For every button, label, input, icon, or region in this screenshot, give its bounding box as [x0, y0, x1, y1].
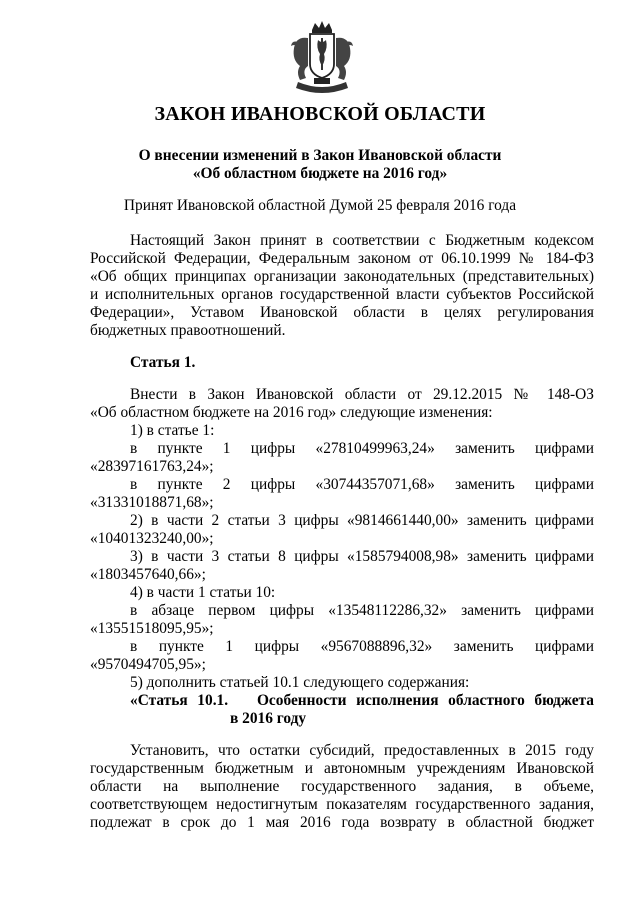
law-subtitle-line-1: О внесении изменений в Закон Ивановской области — [138, 147, 502, 164]
article-1-line: Внести в Закон Ивановской области от 29.12.2015 № 148-ОЗ — [130, 386, 594, 403]
article-10-1-heading-cont: в 2016 году — [230, 710, 307, 727]
article-1-line: «13551518095,95»; — [90, 620, 214, 637]
article-1-line: «31331018871,68»; — [90, 494, 214, 511]
article-1-line: 3) в части 3 статьи 8 цифры «1585794008,98» заменить цифрами — [130, 548, 594, 565]
article-10-1-line: соответствующем недостигнутым показателям государственного задания, — [90, 796, 594, 813]
article-1-line: «9570494705,95»; — [90, 656, 206, 673]
preamble-line: «Об общих принципах организации законодательных (представительных) — [90, 268, 594, 285]
article-1-line: «10401323240,00»; — [90, 530, 214, 547]
article-1-line: в пункте 1 цифры «9567088896,32» заменить цифрами — [130, 638, 594, 655]
preamble-line: Российской Федерации, Федеральным законом от 06.10.1999 № 184-ФЗ — [90, 250, 594, 267]
preamble-line: Федерации», Уставом Ивановской области в целях регулирования — [90, 304, 594, 321]
article-1-line: в пункте 1 цифры «27810499963,24» заменить цифрами — [130, 440, 594, 457]
article-10-1-heading: «Статья 10.1. Особенности исполнения областного бюджета — [130, 692, 594, 709]
article-1-line: «28397161763,24»; — [90, 458, 214, 475]
preamble-line: бюджетных правоотношений. — [90, 322, 286, 339]
article-1-line: 4) в части 1 статьи 10: — [130, 584, 276, 601]
article-1-line: 5) дополнить статьей 10.1 следующего содержания: — [130, 674, 470, 691]
law-title: ЗАКОН ИВАНОВСКОЙ ОБЛАСТИ — [154, 103, 486, 125]
article-1-line: 2) в части 2 статьи 3 цифры «9814661440,00» заменить цифрами — [130, 512, 594, 529]
law-subtitle-line-2: «Об областном бюджете на 2016 год» — [192, 165, 448, 182]
article-10-1-line: подлежат в срок до 1 мая 2016 года возврату в областной бюджет — [90, 814, 594, 831]
article-10-1-line: государственным бюджетным и автономным учреждениям Ивановской — [90, 760, 594, 777]
preamble-line: Настоящий Закон принят в соответствии с Бюджетным кодексом — [130, 232, 594, 249]
article-1-line: «Об областном бюджете на 2016 год» следующие изменения: — [90, 404, 493, 421]
adopted-statement: Принят Ивановской областной Думой 25 февраля 2016 года — [123, 197, 517, 214]
article-10-1-line: области на выполнение государственного задания, в объеме, — [90, 778, 594, 795]
ivanovo-coat-of-arms-icon — [288, 20, 356, 98]
article-1-line: в пункте 2 цифры «30744357071,68» заменить цифрами — [130, 476, 594, 493]
article-1-line: «1803457640,66»; — [90, 566, 206, 583]
article-10-1-line: Установить, что остатки субсидий, предоставленных в 2015 году — [130, 742, 594, 759]
article-1-line: 1) в статье 1: — [130, 422, 215, 439]
article-1-line: в абзаце первом цифры «13548112286,32» заменить цифрами — [130, 602, 594, 619]
preamble-line: и исполнительных органов государственной власти субъектов Российской — [90, 286, 594, 303]
article-1-heading: Статья 1. — [130, 354, 196, 371]
